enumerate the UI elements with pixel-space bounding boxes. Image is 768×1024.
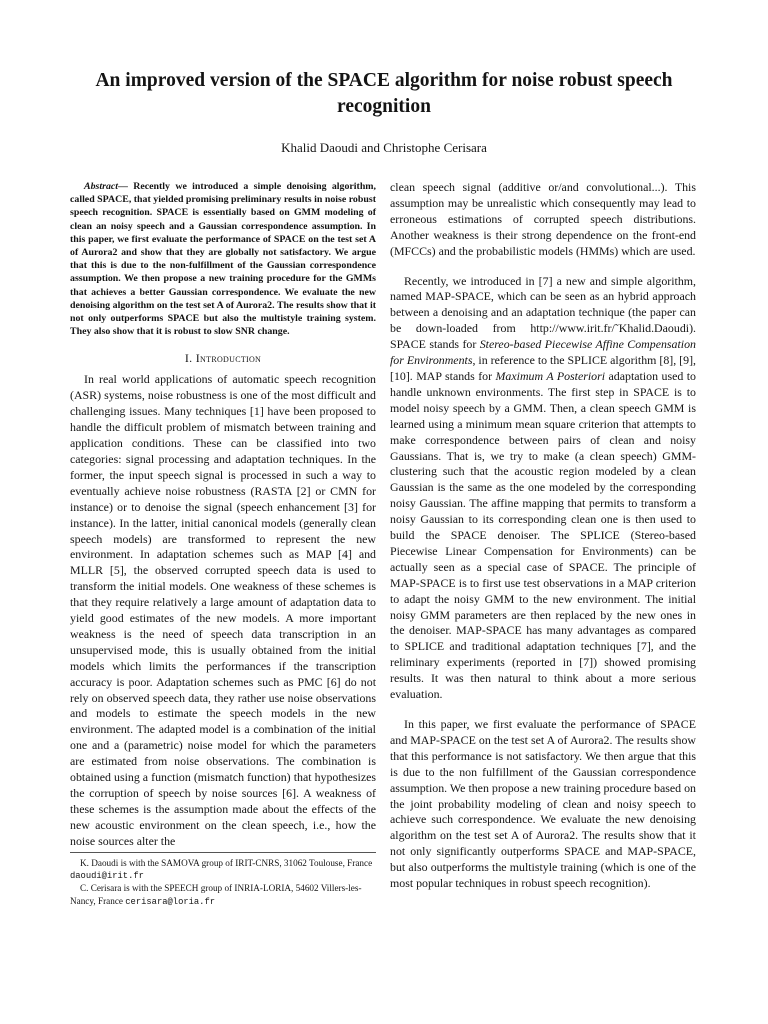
right-p2-part2: , in reference to the SPLICE algorithm [8], [9], [10]. MAP stands for [390,353,697,383]
footnote-1 [70,857,376,882]
footnote-2-email: cerisara@loria.fr [125,896,216,907]
abstract-dash: — [118,181,134,192]
paper-title: An improved version of the SPACE algorithm for noise robust speech recognition [95,70,673,117]
section-number: I. [184,351,193,366]
right-paragraph-2 [390,274,696,703]
footnote-1-text: K. Daoudi is with the SAMOVA group of IRIT-CNRS, 31062 Toulouse, France [80,858,373,868]
left-column [70,180,376,850]
right-p2-italic-2: Maximum A Posteriori [495,368,606,383]
right-paragraph-1: clean speech signal (additive or/and convolutional...). This assumption may be unrealistic which consequently may lead to erroneous estimations of corrupted speech distributions. Another weakness is their strong dependence on the front-end (MFCCs) and the probabilistic models (HMMs) which are used. [390,180,696,258]
right-p2-italic-1: Stereo-based Piecewise Affine Compensation for Environments [390,337,696,368]
footnote-1-email: daoudi@irit.fr [70,871,144,882]
abstract-text: Recently we introduced a simple denoising algorithm, called SPACE, that yielded promising preliminary results in noise robust speech recognition. SPACE is essentially based on GMM modeling of clean an noisy speech and a Gaussian correspondence assumption. In this paper, we first evaluate the performance of SPACE on the test set A of Aurora2 and show that they are globally not satisfactory. We argue that this is due to the non-fulfillment of the Gaussian correspondence assumption. We then propose a new training procedure for the GMMs that achieves a better Gaussian correspondence. We evaluate the new denoising algorithm on the test set A of Aurora2. The results show that it not only outperforms SPACE but also the multistyle training system. They also show that it is robust to slow SNR change. [70,181,377,338]
footnotes [70,852,376,908]
intro-paragraph: In real world applications of automatic speech recognition (ASR) systems, noise robustness is one of the most difficult and challenging issues. Many techniques [1] have been proposed to handle the difficult problem of mismatch between training and application conditions. These can be classified into two categories: signal processing and adaptation techniques. In the former, the input speech signal is processed in such a way to eventually achieve noise robustness (RASTA [2] or CMN for instance) or to denoise the signal (speech enhancement [3] for instance). In the latter, initial canonical models (generally clean speech models) are transformed to represent the new environment. In adaptation schemes such as MAP [4] and MLLR [5], the observed corrupted speech data is used to transform the initial models. One weakness of these schemes is that they require relatively a large amount of adaptation data to yield good estimates of the new models. A more important weakness is the need of speech data transcription in an unsupervised mode, this is usually obtained from the initial models which limits the performances if the transcription accuracy is poor. Adaptation schemes such as PMC [6] do not rely on observed speech data, they rather use noise observations and models to estimate the speech models in the new environment. The adapted model is a combination of the initial one and a (parametric) noise model for which the parameters are estimated from noise observations. The combination is obtained using a function (mismatch function) that hypothesizes the corruption of speech by noise sources [6]. A weakness of these schemes is the assumption made about the effects of the new acoustic environment on the clean speech, i.e., how the noise sources alter the [70,372,376,848]
right-paragraph-3: In this paper, we first evaluate the performance of SPACE and MAP-SPACE on the test set A of Aurora2. The results show that this performance is not satisfactory. We then argue that this is due to the non fulfillment of the Gaussian correspondence assumption. We then propose a new training procedure based on the joint probability modeling of clean and noisy speech to achieve such correspondence. We evaluate the new denoising algorithm on the test set A of Aurora2. The results show that it not only significantly outperforms SPACE and MAP-SPACE, but also outperforms the multistyle training (which is one of the most popular techniques in robust speech recognition). [390,717,696,891]
section-title: Introduction [195,351,262,366]
author-list: Khalid Daoudi and Christophe Cerisara [281,140,487,155]
abstract-label: Abstract [84,181,119,192]
section-heading-introduction [70,350,376,366]
footnote-2-text: C. Cerisara is with the SPEECH group of INRIA-LORIA, 54602 Villers-les-Nancy, France [70,883,362,906]
right-p2-part1: Recently, we introduced in [7] a new and simple algorithm, named MAP-SPACE, which can be seen as an hybrid approach between a denoising and an adaptation technique (the paper can be down-loaded from http://www.irit.fr/˜Khalid.Daoudi). SPACE stands for [390,273,696,352]
right-column [390,180,696,892]
abstract [70,180,376,338]
footnote-2 [70,882,376,907]
right-p2-part3: adaptation used to handle unknown environments. The first step in SPACE is to model noisy speech by a GMM. Then, a clean speech GMM is learned using a minimum mean square criterion that attempts to make correspondence between pairs of clean and noisy Gaussians. That is, we try to make (a clean speech) GMM-clustering such that the acoustic region modeled by a clean Gaussian is the same as the one modeled by the corresponding noisy Gaussian. The affine mapping that permits to transform a noisy Gaussian to its corresponding clean one is then used to build the SPACE denoiser. The SPLICE (Stereo-based Piecewise Linear Compensation for Environments) can be actually seen as a special case of SPACE. The principle of MAP-SPACE is to first use test observations in a MAP criterion to adapt the noisy GMM to the new environment. The initial noisy GMM parameters are then replaced by the new ones in the denoiser. MAP-SPACE has many advantages as compared to SPLICE and traditional adaptation techniques [7], and the reliminary experiments (reported in [7]) showed promising results. It was then natural to think about a more serious evaluation. [390,368,696,702]
